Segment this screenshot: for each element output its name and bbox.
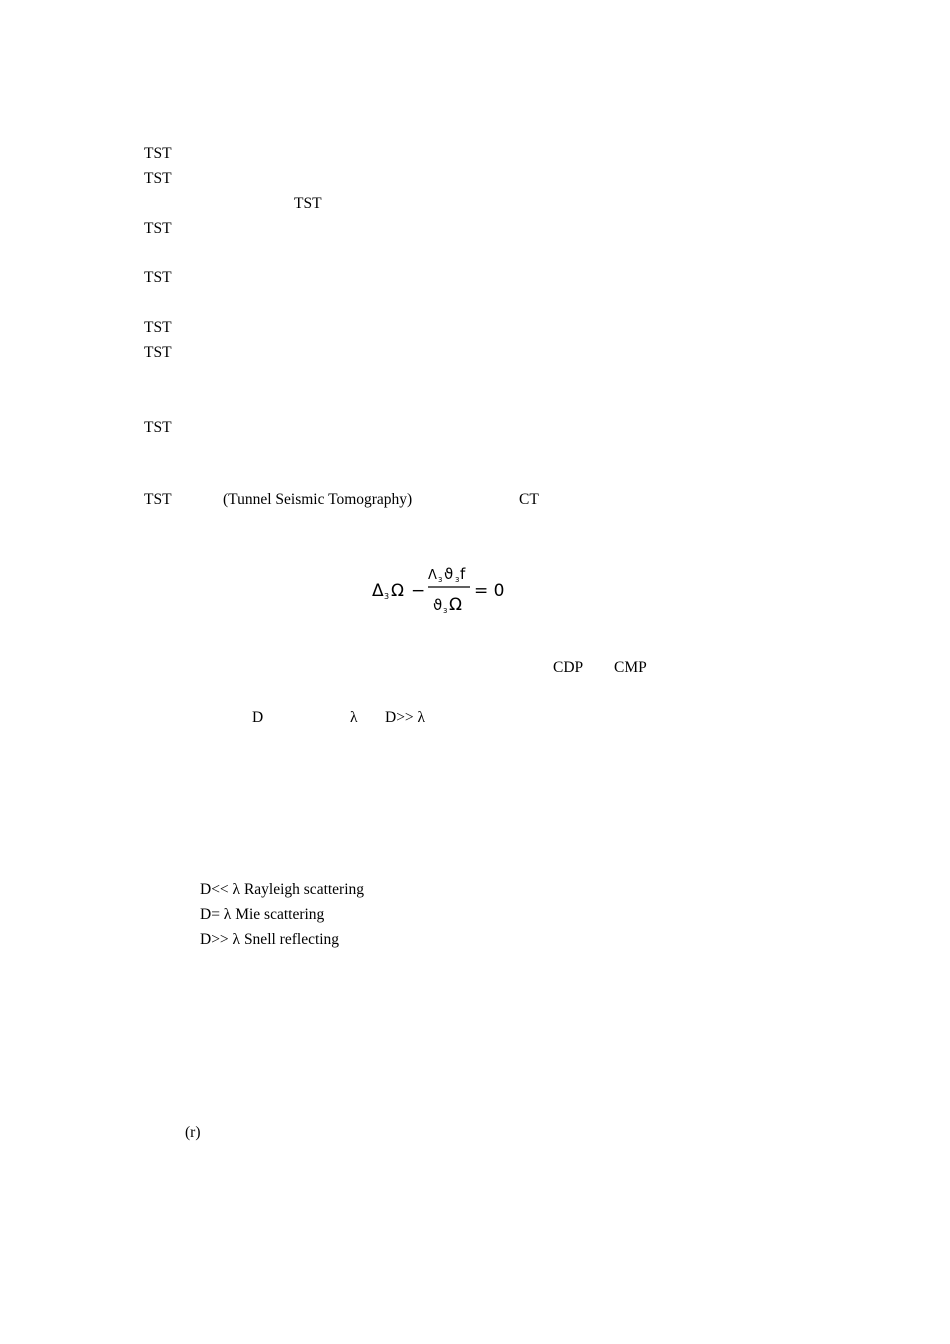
text-tst-9: TST xyxy=(144,491,172,508)
eq-delta-sub: 3 xyxy=(384,592,390,601)
eq-num-lambda: Λ xyxy=(428,568,437,583)
eq-den-sub: 3 xyxy=(443,607,448,615)
text-tst-4: TST xyxy=(144,220,172,237)
text-tst-7: TST xyxy=(144,344,172,361)
text-ct: CT xyxy=(519,491,539,508)
text-tunnel-seismic-tomography: (Tunnel Seismic Tomography) xyxy=(223,491,413,508)
text-r: (r) xyxy=(185,1124,201,1141)
text-cmp: CMP xyxy=(614,659,647,676)
text-mie-scattering: D= λ Mie scattering xyxy=(200,906,325,923)
wave-equation xyxy=(370,562,510,618)
eq-num-theta: ϑ xyxy=(444,565,454,583)
text-tst-5: TST xyxy=(144,269,172,286)
eq-omega: Ω xyxy=(391,581,404,601)
text-cdp: CDP xyxy=(553,659,584,676)
text-snell-reflecting: D>> λ Snell reflecting xyxy=(200,931,340,948)
eq-den-theta: ϑ xyxy=(433,596,443,614)
text-d-gg-lambda: D>> λ xyxy=(385,709,426,726)
text-d: D xyxy=(252,709,264,726)
text-tst-1: TST xyxy=(144,145,172,162)
text-tst-2: TST xyxy=(144,170,172,187)
eq-equals-zero: = 0 xyxy=(474,581,505,601)
eq-delta: Δ xyxy=(372,581,384,601)
text-tst-8: TST xyxy=(144,419,172,436)
text-tst-6: TST xyxy=(144,319,172,336)
eq-num-sub2: 3 xyxy=(455,576,460,584)
text-tst-3: TST xyxy=(294,195,322,212)
text-lambda: λ xyxy=(350,709,358,726)
text-rayleigh-scattering: D<< λ Rayleigh scattering xyxy=(200,881,365,898)
eq-num-f: f xyxy=(460,565,466,583)
eq-minus: − xyxy=(411,581,426,601)
eq-num-sub1: 3 xyxy=(438,576,443,584)
eq-den-omega: Ω xyxy=(449,595,462,615)
